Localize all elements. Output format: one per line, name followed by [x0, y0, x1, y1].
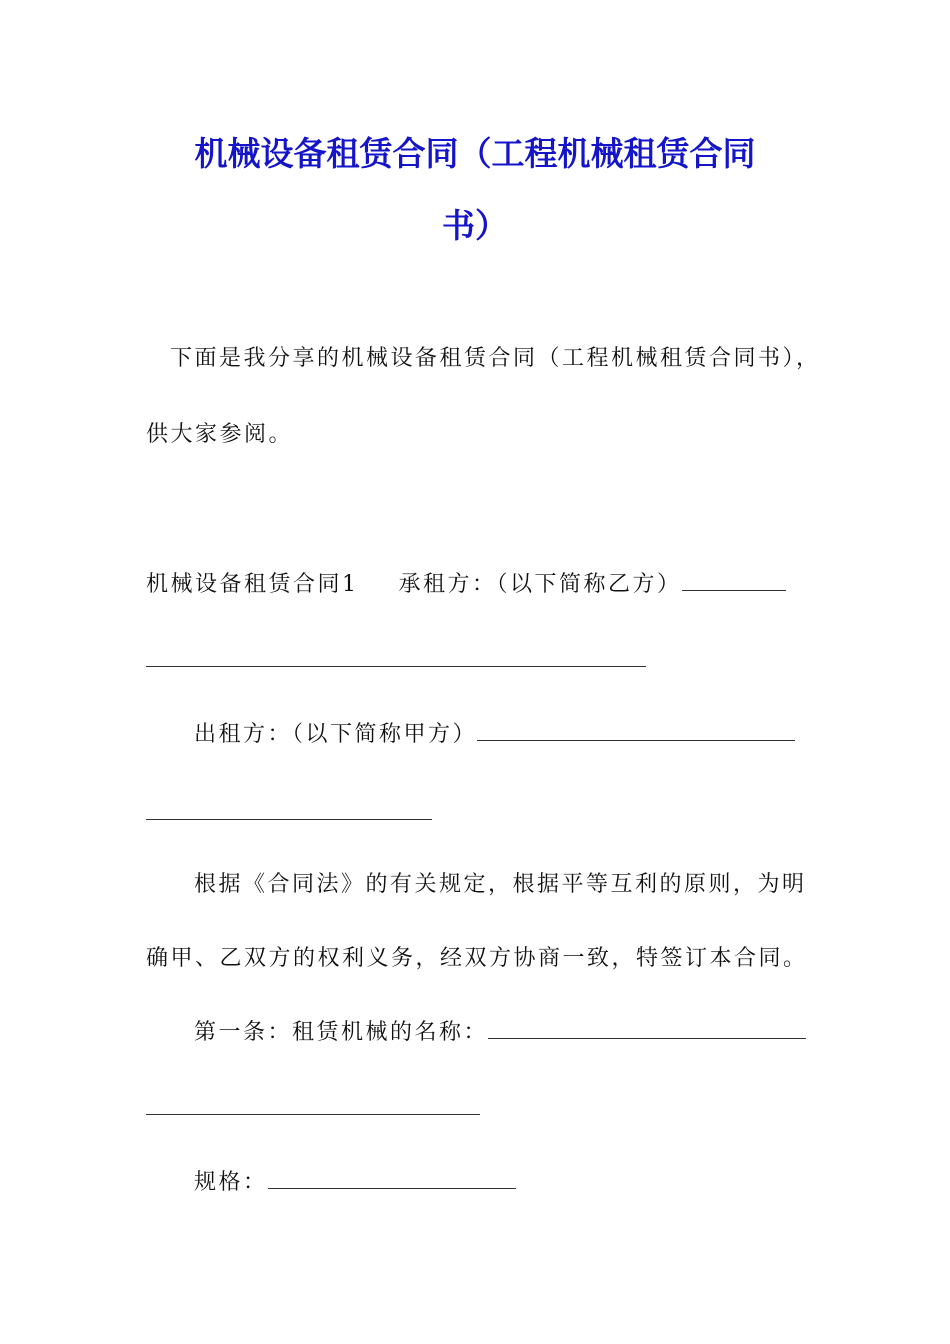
- lessee-label: 承租方：（以下简称乙方）: [398, 572, 682, 597]
- document-title-line-2: 书）: [442, 206, 508, 245]
- spec-row: [194, 1166, 516, 1198]
- lessee-name-blank[interactable]: [682, 568, 786, 591]
- intro-paragraph-line-1: 下面是我分享的机械设备租赁合同（工程机械租赁合同书），: [170, 346, 821, 371]
- lessor-label: 出租方：（以下简称甲方）: [194, 722, 478, 747]
- contract-heading: 机械设备租赁合同1: [146, 572, 359, 597]
- basis-paragraph-line-1: 根据《合同法》的有关规定，根据平等互利的原则，为明: [194, 872, 807, 897]
- machine-name-blank[interactable]: [488, 1016, 806, 1039]
- spec-label: 规格：: [194, 1170, 268, 1195]
- document-title-line-1: 机械设备租赁合同（工程机械租赁合同: [194, 134, 756, 173]
- intro-paragraph-line-2: 供大家参阅。: [146, 422, 294, 447]
- lessor-name-blank-continued[interactable]: [146, 819, 432, 820]
- lessor-name-blank[interactable]: [477, 718, 795, 741]
- article-1-label: 第一条：租赁机械的名称：: [194, 1020, 489, 1045]
- machine-name-blank-continued[interactable]: [146, 1114, 480, 1115]
- spec-blank[interactable]: [268, 1166, 516, 1189]
- contract-heading-row: [146, 568, 786, 600]
- lessor-row: [194, 718, 795, 750]
- article-1-row: [194, 1016, 806, 1048]
- lessee-name-blank-continued[interactable]: [146, 666, 646, 667]
- basis-paragraph-line-2: 确甲、乙双方的权利义务，经双方协商一致，特签订本合同。: [146, 946, 808, 971]
